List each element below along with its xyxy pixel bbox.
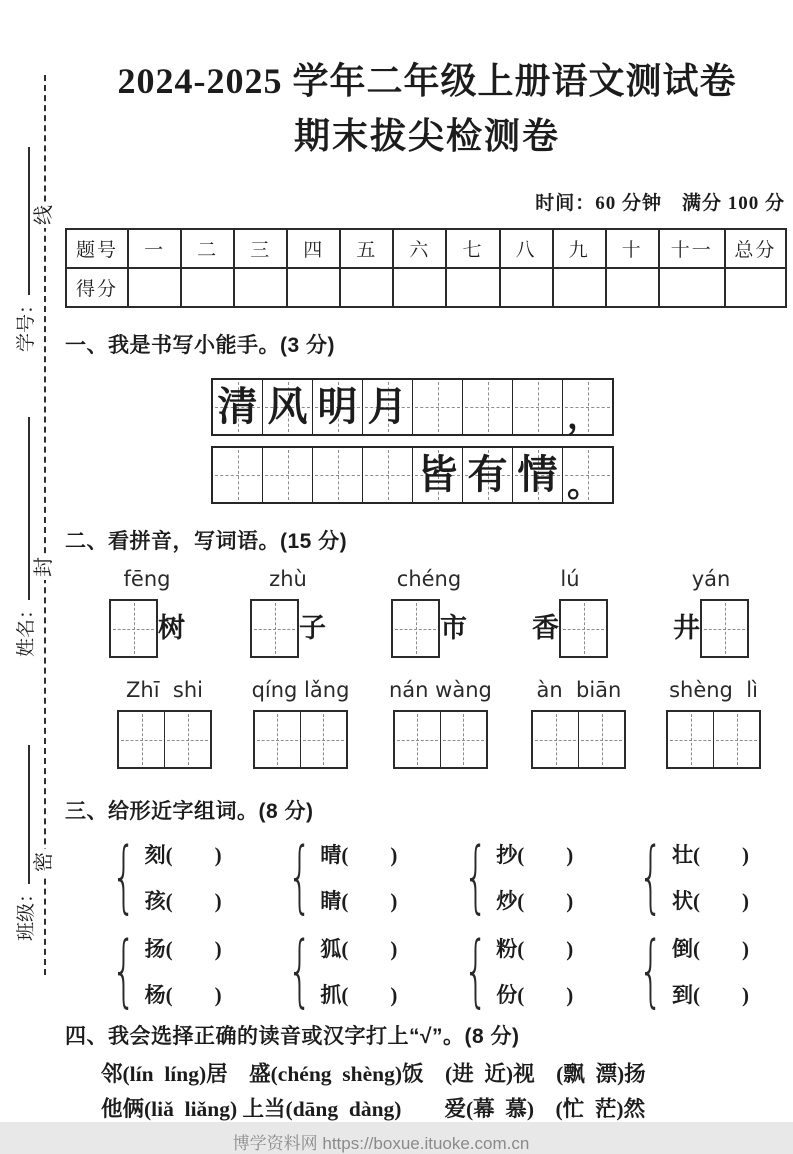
word-pair-line: 刻( ) [144, 843, 222, 868]
word-pair-group [275, 926, 398, 1017]
answer-box-row [391, 599, 467, 658]
brace: { [462, 832, 488, 923]
score-cell-empty [234, 268, 287, 307]
word-pair-group [451, 832, 574, 923]
footer-watermark: 博学资料网 https://boxue.ituoke.com.cn [232, 1134, 530, 1154]
pinyin-label: chéng [396, 567, 462, 592]
pinyin-word-group [389, 678, 492, 769]
score-cell-empty [606, 268, 659, 307]
answer-box-double [531, 710, 626, 769]
score-header-cell: 一 [128, 229, 181, 268]
given-char-before: 香 [532, 613, 559, 644]
option-line: 邻(lín líng)居 盛(chéng shèng)饭 (进 近)视 (飘 漂)扬 [101, 1062, 646, 1087]
pinyin-label: Zhī shi [126, 678, 203, 703]
grid-cell [413, 448, 463, 502]
section3-heading: 三、给形近字组词。(8 分) [65, 800, 314, 824]
score-header-cell: 九 [553, 229, 606, 268]
pinyin-word-group [531, 678, 626, 769]
answer-box-row [532, 599, 608, 658]
answer-box [700, 599, 749, 658]
pinyin-label: yán [691, 567, 731, 592]
writing-grid [211, 378, 789, 504]
grid-cell [213, 380, 263, 434]
score-cell-empty [446, 268, 499, 307]
pinyin-word-group [250, 567, 326, 658]
brace: { [638, 926, 664, 1017]
pinyin-word-group [391, 567, 467, 658]
pinyin-row1 [65, 567, 789, 658]
word-pair-group [99, 832, 222, 923]
score-cell-empty [500, 268, 553, 307]
score-header-cell: 八 [500, 229, 553, 268]
answer-box-cell [395, 712, 441, 767]
grid-cell [313, 380, 363, 434]
answer-box-cell [668, 712, 714, 767]
grid-cell [213, 448, 263, 502]
grid-cell [263, 380, 313, 434]
grid-cell [363, 448, 413, 502]
word-pair-line: 狐( ) [320, 937, 398, 962]
grid-char: 有 [467, 452, 508, 498]
grid-cell [513, 448, 563, 502]
pinyin-word-group [109, 567, 185, 658]
word-pair-line: 份( ) [496, 983, 574, 1008]
brace: { [462, 926, 488, 1017]
grid-punctuation: ， [567, 399, 601, 437]
answer-box-double [117, 710, 212, 769]
score-table-header-row [66, 229, 786, 268]
score-cell-empty [181, 268, 234, 307]
pinyin-word-group [117, 678, 212, 769]
grid-cell [413, 380, 463, 434]
answer-box-double [666, 710, 761, 769]
answer-box-cell [255, 712, 301, 767]
answer-box-cell [119, 712, 165, 767]
section4-heading: 四、我会选择正确的读音或汉字打上“√”。(8 分) [65, 1025, 520, 1049]
answer-box [559, 599, 608, 658]
score-header-cell: 总分 [725, 229, 786, 268]
grid-char: 风 [267, 384, 308, 430]
word-pair-group [626, 832, 749, 923]
answer-box [109, 599, 158, 658]
score-cell-empty [553, 268, 606, 307]
word-pair-line: 孩( ) [144, 889, 222, 914]
answer-box-cell [441, 712, 486, 767]
answer-box-cell [301, 712, 346, 767]
score-table-score-row [66, 268, 786, 307]
pinyin-label: shèng lì [669, 678, 758, 703]
answer-box-cell [579, 712, 624, 767]
grid-char: 月 [367, 384, 408, 430]
word-pair-line: 到( ) [671, 983, 749, 1008]
writing-grid-row1 [211, 378, 614, 436]
exam-info: 时间：60 分钟 满分 100 分 [535, 193, 785, 215]
score-header-cell: 三 [234, 229, 287, 268]
score-cell-empty [287, 268, 340, 307]
brace: { [638, 832, 664, 923]
score-header-cell: 十一 [659, 229, 725, 268]
score-cell-empty [340, 268, 393, 307]
score-cell-empty [128, 268, 181, 307]
word-pair-line: 状( ) [671, 889, 749, 914]
answer-box-cell [165, 712, 210, 767]
score-cell-empty [393, 268, 446, 307]
option-line: 他俩(liǎ liǎng) 上当(dāng dàng) 爱(幕 慕) (忙 茫)然 [101, 1096, 646, 1121]
brace: { [111, 832, 137, 923]
word-pair-group [275, 832, 398, 923]
grid-char: 清 [217, 384, 258, 430]
word-pair-line: 睛( ) [320, 889, 398, 914]
student-name-blank-line [28, 417, 30, 600]
seal-char-mi: 密 [31, 849, 57, 875]
word-pair-row2 [65, 926, 789, 1017]
class-field [15, 745, 39, 941]
score-header-cell: 十 [606, 229, 659, 268]
word-pair-group [626, 926, 749, 1017]
answer-box [250, 599, 299, 658]
answer-box-cell [714, 712, 759, 767]
answer-box-cell [533, 712, 579, 767]
grid-char: 明 [317, 384, 358, 430]
page-title: 2024-2025 学年二年级上册语文测试卷 [117, 61, 737, 101]
score-header-cell: 五 [340, 229, 393, 268]
pinyin-word-group [532, 567, 608, 658]
answer-box-row [673, 599, 749, 658]
answer-box-row [250, 599, 326, 658]
answer-box [391, 599, 440, 658]
word-pair-group [99, 926, 222, 1017]
brace: { [287, 832, 313, 923]
pinyin-word-group [666, 678, 761, 769]
grid-char: 情 [517, 452, 558, 498]
grid-cell [463, 448, 513, 502]
pinyin-label: àn biān [536, 678, 622, 703]
grid-char: 皆 [417, 452, 458, 498]
given-char-after: 市 [440, 613, 467, 644]
word-pair-line: 炒( ) [496, 889, 574, 914]
score-cell-empty [725, 268, 786, 307]
score-header-cell: 题号 [66, 229, 128, 268]
word-pair-line: 抄( ) [496, 843, 574, 868]
class-label: 班级： [16, 883, 37, 941]
pinyin-label: zhù [269, 567, 307, 592]
student-name-field [15, 417, 39, 657]
word-pair-line: 晴( ) [320, 843, 398, 868]
pinyin-label: nán wàng [388, 678, 492, 703]
student-id-label: 学号： [16, 294, 37, 352]
writing-grid-row2 [211, 446, 614, 504]
word-pair-line: 粉( ) [496, 937, 574, 962]
grid-cell [463, 380, 513, 434]
score-header-cell: 七 [446, 229, 499, 268]
pinyin-row2 [65, 678, 789, 769]
answer-box-double [253, 710, 348, 769]
grid-cell [563, 380, 612, 437]
pinyin-label: qíng lǎng [251, 678, 350, 703]
grid-cell [313, 448, 363, 502]
grid-punctuation: 。 [567, 467, 601, 505]
score-header-cell: 二 [181, 229, 234, 268]
given-char-after: 子 [299, 613, 326, 644]
section2-heading: 二、看拼音，写词语。(15 分) [65, 530, 348, 554]
score-row-label: 得分 [66, 268, 128, 307]
word-pair-line: 壮( ) [671, 843, 749, 868]
word-pair-line: 倒( ) [671, 937, 749, 962]
word-pair-group [451, 926, 574, 1017]
seal-char-xian: 线 [31, 202, 57, 228]
pinyin-label: lú [560, 567, 580, 592]
content-column [65, 0, 789, 1154]
pinyin-label: fēng [123, 567, 171, 592]
answer-box-row [109, 599, 185, 658]
word-pair-line: 扬( ) [144, 937, 222, 962]
student-id-field [15, 147, 39, 352]
score-header-cell: 四 [287, 229, 340, 268]
grid-cell [513, 380, 563, 434]
pinyin-word-group [673, 567, 749, 658]
grid-cell [263, 448, 313, 502]
class-blank-line [28, 745, 30, 884]
answer-box-double [393, 710, 488, 769]
word-pair-line: 杨( ) [144, 983, 222, 1008]
given-char-before: 井 [673, 613, 700, 644]
seal-char-feng: 封 [31, 554, 57, 580]
given-char-after: 树 [158, 613, 185, 644]
grid-cell [363, 380, 413, 434]
pinyin-word-group [252, 678, 350, 769]
student-id-blank-line [28, 147, 30, 295]
student-name-label: 姓名： [16, 599, 37, 657]
word-pair-row1 [65, 832, 789, 923]
grid-cell [563, 448, 612, 505]
score-header-cell: 六 [393, 229, 446, 268]
brace: { [111, 926, 137, 1017]
section1-heading: 一、我是书写小能手。(3 分) [65, 334, 335, 358]
page-subtitle: 期末拔尖检测卷 [293, 115, 560, 156]
score-cell-empty [659, 268, 725, 307]
brace: { [287, 926, 313, 1017]
word-pair-line: 抓( ) [320, 983, 398, 1008]
score-table [65, 228, 787, 308]
